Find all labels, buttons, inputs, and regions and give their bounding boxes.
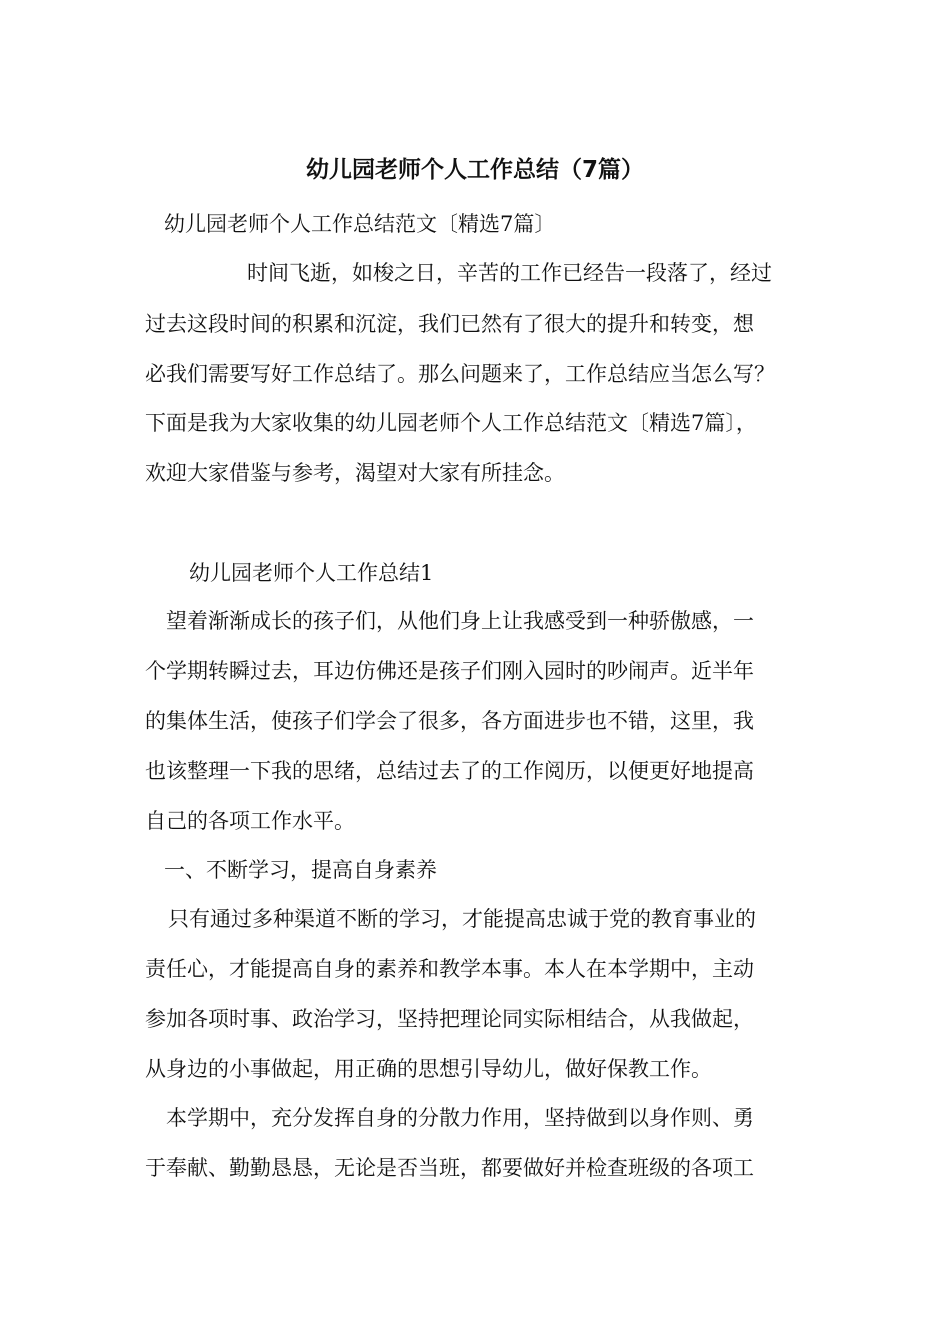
intro-line: 下面是我为大家收集的幼儿园老师个人工作总结范文〔精选7篇〕， — [145, 411, 757, 435]
paragraph-line: 从身边的小事做起，用正确的思想引导幼儿，做好保教工作。 — [145, 1057, 712, 1081]
paragraph-line: 责任心，才能提高自身的素养和教学本事。本人在本学期中，主动 — [145, 957, 754, 981]
paragraph-line: 个学期转瞬过去，耳边仿佛还是孩子们刚入园时的吵闹声。近半年 — [145, 659, 754, 683]
paragraph-line: 本学期中，充分发挥自身的分散力作用，坚持做到以身作则、勇 — [166, 1106, 754, 1130]
intro-line: 过去这段时间的积累和沉淀，我们已然有了很大的提升和转变，想 — [145, 312, 754, 336]
paragraph-line: 只有通过多种渠道不断的学习，才能提高忠诚于党的教育事业的 — [168, 907, 756, 931]
document-subtitle: 幼儿园老师个人工作总结范文〔精选7篇〕 — [164, 212, 556, 236]
paragraph-line: 参加各项时事、政治学习，坚持把理论同实际相结合，从我做起， — [145, 1007, 754, 1031]
paragraph-line: 望着渐渐成长的孩子们，从他们身上让我感受到一种骄傲感，一 — [166, 609, 754, 633]
paragraph-line: 于奉献、勤勤恳恳，无论是否当班，都要做好并检查班级的各项工 — [145, 1156, 754, 1180]
intro-line: 欢迎大家借鉴与参考，渴望对大家有所挂念。 — [145, 461, 565, 485]
paragraph-line: 自己的各项工作水平。 — [145, 809, 355, 833]
document-title: 幼儿园老师个人工作总结（7篇） — [305, 157, 644, 183]
intro-line: 必我们需要写好工作总结了。那么问题来了，工作总结应当怎么写？ — [145, 362, 775, 386]
intro-line: 时间飞逝，如梭之日，辛苦的工作已经告一段落了，经过 — [247, 261, 772, 285]
section-heading: 幼儿园老师个人工作总结1 — [189, 561, 434, 585]
subheading: 一、不断学习，提高自身素养 — [164, 858, 437, 882]
paragraph-line: 也该整理一下我的思绪，总结过去了的工作阅历，以便更好地提高 — [145, 759, 754, 783]
paragraph-line: 的集体生活，使孩子们学会了很多，各方面进步也不错，这里，我 — [145, 709, 754, 733]
